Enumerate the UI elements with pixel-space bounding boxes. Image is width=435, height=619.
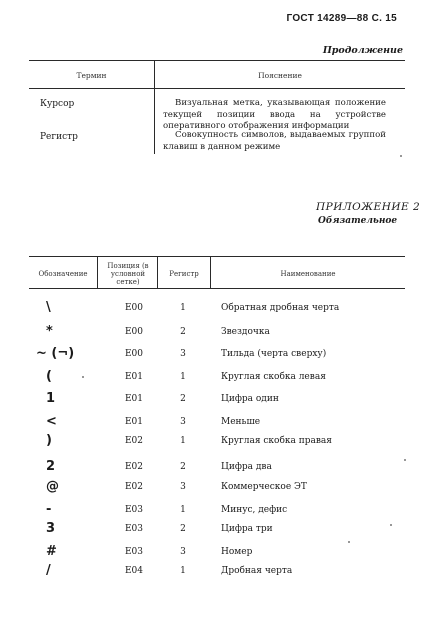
symbols-header-designation: Обозначение (38, 270, 88, 278)
scan-speck (404, 459, 406, 461)
symbol-name: Звездочка (221, 327, 270, 337)
symbols-table-header-rule (29, 288, 405, 289)
symbol-position: E02 (124, 436, 144, 446)
symbol-register: 2 (180, 327, 186, 337)
terms-header-term: Термин (76, 71, 107, 80)
symbol-name: Цифра один (221, 394, 279, 404)
symbol-register: 1 (180, 372, 186, 382)
page-header-title: ГОСТ 14289—88 С. 15 (286, 13, 397, 24)
scan-speck (400, 155, 402, 157)
symbol-register: 3 (180, 482, 186, 492)
symbol-designation: < (46, 414, 57, 429)
symbol-designation: 3 (46, 521, 56, 536)
symbol-designation: ~ (¬) (36, 346, 75, 361)
appendix-subtitle: Обязательное (318, 216, 398, 226)
explanation-register: Совокупность символов, выдаваемых группой клавиш в данном режиме (163, 130, 386, 152)
symbol-name: Минус, дефис (221, 505, 288, 515)
symbols-table-top-rule (29, 256, 405, 257)
symbol-position: E00 (124, 327, 144, 337)
continuation-label: Продолжение (322, 45, 403, 56)
symbol-position: E04 (124, 566, 144, 576)
term-register: Регистр (40, 132, 78, 142)
symbol-name: Меньше (221, 417, 261, 427)
symbols-header-divider-1 (97, 256, 98, 288)
symbol-designation: * (46, 324, 53, 339)
symbols-header-position: Позиция (в условной сетке) (107, 262, 149, 286)
symbol-position: E01 (124, 372, 144, 382)
scan-speck (348, 541, 350, 543)
explanation-cursor: Визуальная метка, указывающая положение текущей позиции ввода на устройстве оперативного отображения информации (163, 98, 386, 131)
symbol-position: E02 (124, 462, 144, 472)
symbol-designation: 2 (46, 459, 56, 474)
symbol-position: E00 (124, 303, 144, 313)
symbol-register: 1 (180, 436, 186, 446)
symbol-register: 3 (180, 349, 186, 359)
scan-speck (390, 524, 392, 526)
symbol-name: Тильда (черта сверху) (221, 349, 327, 359)
symbol-name: Обратная дробная черта (221, 303, 340, 313)
symbol-position: E03 (124, 505, 144, 515)
term-cursor: Курсор (40, 99, 75, 109)
symbol-designation: - (46, 502, 52, 517)
symbol-designation: ( (46, 369, 52, 384)
symbols-header-name: Наименование (280, 270, 336, 278)
symbol-designation: @ (46, 479, 59, 494)
symbol-name: Номер (221, 547, 253, 557)
appendix-title: ПРИЛОЖЕНИЕ 2 (316, 201, 421, 213)
symbol-register: 3 (180, 417, 186, 427)
symbol-register: 1 (180, 505, 186, 515)
symbol-designation: \ (46, 300, 51, 315)
terms-header-explanation: Пояснение (258, 71, 302, 80)
symbol-name: Цифра два (221, 462, 272, 472)
symbol-register: 3 (180, 547, 186, 557)
terms-table-header-rule (29, 88, 405, 89)
symbol-name: Дробная черта (221, 566, 293, 576)
symbol-designation: 1 (46, 391, 56, 406)
symbol-register: 1 (180, 303, 186, 313)
symbol-register: 1 (180, 566, 186, 576)
symbol-position: E00 (124, 349, 144, 359)
symbols-header-register: Регистр (169, 270, 199, 278)
symbol-name: Коммерческое ЭТ (221, 482, 307, 492)
symbol-name: Круглая скобка правая (221, 436, 332, 446)
symbol-designation: / (46, 563, 51, 578)
symbol-register: 2 (180, 524, 186, 534)
symbol-register: 2 (180, 394, 186, 404)
symbol-position: E03 (124, 524, 144, 534)
symbol-position: E01 (124, 394, 144, 404)
symbol-position: E01 (124, 417, 144, 427)
symbol-position: E03 (124, 547, 144, 557)
symbol-position: E02 (124, 482, 144, 492)
symbol-designation: # (46, 544, 57, 559)
symbol-name: Цифра три (221, 524, 273, 534)
terms-table-top-rule (29, 60, 405, 61)
symbol-name: Круглая скобка левая (221, 372, 326, 382)
symbol-register: 2 (180, 462, 186, 472)
scan-speck (82, 376, 84, 378)
symbol-designation: ) (46, 433, 52, 448)
